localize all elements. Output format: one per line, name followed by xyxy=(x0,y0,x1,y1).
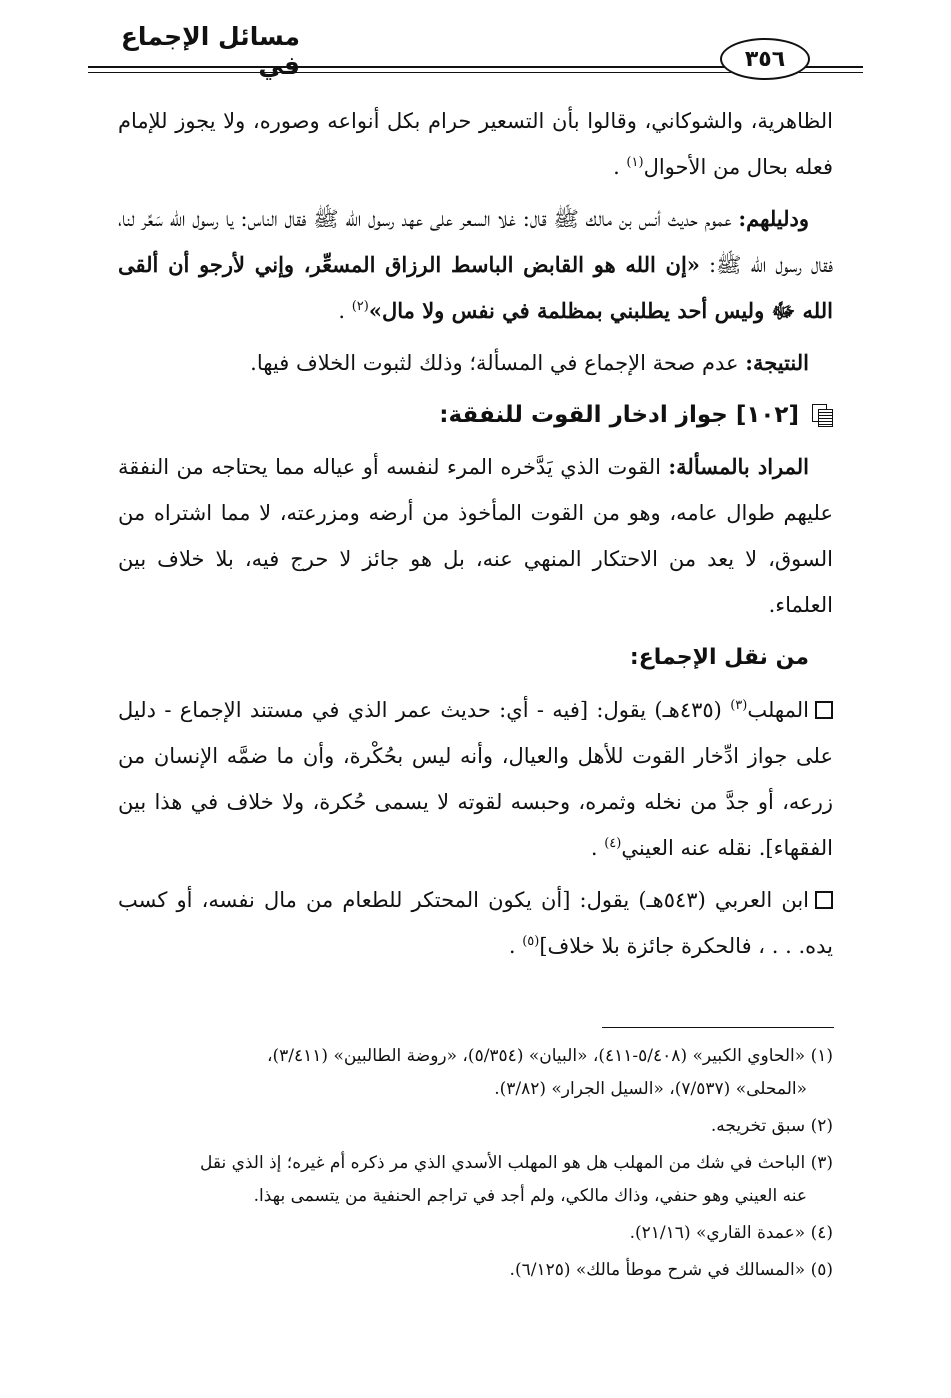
footnote-1 xyxy=(118,1040,833,1106)
footnote-ref: (٥) xyxy=(522,934,540,949)
footnotes xyxy=(118,1040,833,1291)
paragraph-definition xyxy=(118,444,833,628)
footnote-text: «المحلى» (٧/٥٣٧)، «السيل الجرار» (٣/٨٢). xyxy=(494,1079,807,1099)
footnote-text: (٣) الباحث في شك من المهلب هل هو المهلب الأسدي الذي مر ذكره أم غيره؛ إذ الذي نقل xyxy=(199,1153,833,1173)
footnote-text: عنه العيني وهو حنفي، وذاك مالكي، ولم أجد في تراجم الحنفية من يتسمى بهذا. xyxy=(253,1186,807,1206)
documents-icon xyxy=(813,404,833,426)
text-line: الظاهرية، والشوكاني، وقالوا بأن التسعير حرام بكل أنواعه وصوره، ولا يجوز xyxy=(175,109,833,133)
result-label: النتيجة: xyxy=(745,350,809,375)
footnote-ref: (١) xyxy=(626,155,644,170)
quote-text: ابن العربي (٥٤٣هـ) يقول: [أن يكون المحتكر للطعام من مال نفسه، أو كسب يده. . . ، فالحكرة جائزة بلا خلاف] xyxy=(118,888,833,958)
evidence-text: عموم حديث أنس بن مالك ﷺ قال: غلا السعر على عهد رسول الله ﷺ فقال الناس: يا رسول الله سَعِّر لنا، فقال رسول الله ﷺ: xyxy=(118,207,833,277)
paragraph-evidence: ودليلهم: عموم حديث أنس بن مالك ﷺ قال: غلا السعر على عهد رسول الله ﷺ فقال الناس: يا رسول الله سَعِّر لنا، فقال رسول الله ﷺ: «إن الله هو القابض الباسط الرزاق المسعِّر، وإني لأرجو أن ألقى الله ﷻ وليس أحد يطلبني بمظلمة في نفس ولا مال»$^{(٢)}$ . xyxy=(118,206,833,323)
subheading: من نقل الإجماع: xyxy=(629,645,809,670)
paragraph-opinions: الظاهرية، والشوكاني، وقالوا بأن التسعير حرام بكل أنواعه وصوره، ولا يجوز للإمام فعله بحال من الأحوال$^{(١)}$ . xyxy=(118,109,833,179)
scholar-name: المهلب xyxy=(747,698,809,722)
section-heading xyxy=(118,392,833,438)
footnote-4: (٤) «عمدة القاري» (٢١/١٦). xyxy=(629,1223,833,1243)
evidence-label: ودليلهم: xyxy=(738,206,809,231)
quote-text: (٤٣٥هـ) يقول: [فيه - أي: حديث عمر الذي في مستند الإجماع - دليل على جواز ادِّخار القوت للأهل والعيال، وأنه ليس بحُكْرة، وأن ما ضمَّه الإنسان من زرعه، أو جدَّ من نخله وثمره، وحبسه لقوته لا يسمى حُكرة، ولا خلاف في هذا بين الفقهاء]. نقله عنه العيني xyxy=(118,698,833,860)
footnote-3 xyxy=(118,1147,833,1213)
section-title: [١٠٢] جواز ادخار القوت للنفقة: xyxy=(439,402,799,428)
main-text xyxy=(118,98,833,975)
checkbox-bullet-icon xyxy=(815,701,833,719)
definition-text: القوت الذي يَدَّخره المرء لنفسه أو عياله مما يحتاجه من النفقة عليهم طوال عامه، وهو من القوت المأخوذ من أرضه ومزرعته، لا مما اشتراه من السوق، لا يعد من الاحتكار المنهي عنه، بل هو جائز لا حرج فيه، بلا خلاف بين العلماء. xyxy=(118,455,833,617)
result-text: عدم صحة الإجماع في المسألة؛ وذلك لثبوت الخلاف فيها. xyxy=(250,351,739,375)
footnote-text: (١) «الحاوي الكبير» (٥/٤٠٨-٤١١)، «البيان» (٥/٣٥٤)، «روضة الطالبين» (٣/٤١١)، xyxy=(267,1046,833,1066)
paragraph-result xyxy=(118,340,833,386)
footnote-ref: (٣) xyxy=(730,698,748,713)
footnote-ref: (٤) xyxy=(604,836,622,851)
footnote-separator xyxy=(602,1027,834,1028)
footnote-ref: (٢) xyxy=(351,299,369,314)
definition-label: المراد بالمسألة: xyxy=(668,454,810,479)
running-title: مسائل الإجماع في xyxy=(120,22,300,80)
footnote-5: (٥) «المسالك في شرح موطأ مالك» (٦/١٢٥). xyxy=(509,1260,833,1280)
page-number: ٣٥٦ xyxy=(720,38,810,80)
hadith-quote: «إن الله هو القابض الباسط الرزاق المسعِّر، وإني لأرجو أن ألقى الله ﷻ وليس أحد يطلبني بمظلمة في نفس ولا مال» xyxy=(118,252,833,323)
quote-muhallab: المهلب$^{(٣)}$ (٤٣٥هـ) يقول: [فيه - أي: حديث عمر الذي في مستند الإجماع - دليل على جواز ادِّخار القوت للأهل والعيال، وأنه ليس بحُكْرة، وأن ما ضمَّه الإنسان من زرعه، أو جدَّ من نخله وثمره، وحبسه لقوته لا يسمى حُكرة، ولا خلاف في هذا بين الفقهاء]. نقله عنه العيني$^{(٤)}$ . xyxy=(118,698,833,860)
footnote-2: (٢) سبق تخريجه. xyxy=(710,1116,833,1136)
quote-ibn-arabi: ابن العربي (٥٤٣هـ) يقول: [أن يكون المحتكر للطعام من مال نفسه، أو كسب يده. . . ، فالحكرة جائزة بلا خلاف]$^{(٥)}$ . xyxy=(118,888,833,958)
text-line: للإمام فعله بحال من الأحوال xyxy=(118,109,833,179)
checkbox-bullet-icon xyxy=(815,891,833,909)
subhead-paragraph xyxy=(118,634,833,681)
